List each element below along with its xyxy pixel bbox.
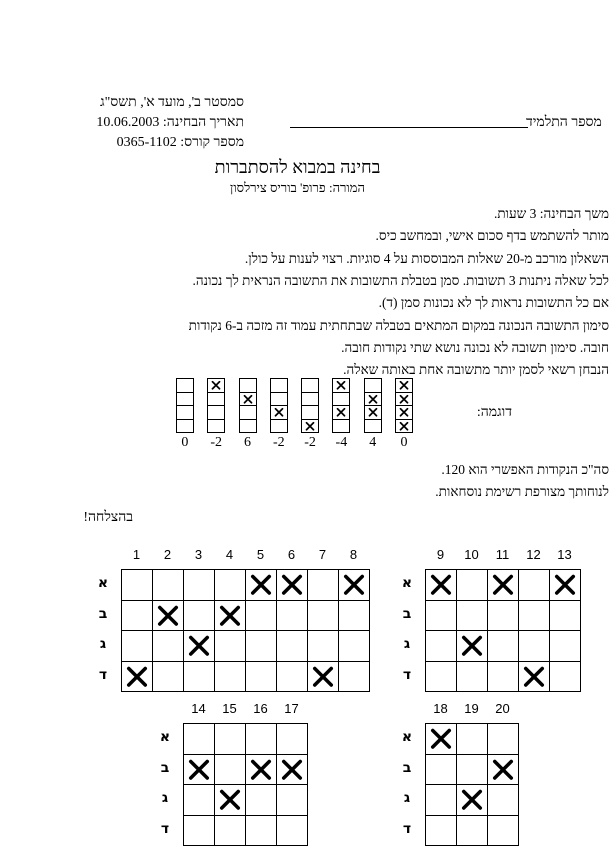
example-score: -2 [264,435,294,451]
example-cell [270,392,288,407]
x-mark-icon [426,724,456,754]
answer-cell[interactable] [487,784,519,816]
answer-cell[interactable] [183,630,215,662]
question-number: 4 [214,547,245,562]
answer-cell[interactable] [307,661,339,693]
answer-row-label: ב [397,760,417,776]
answer-cell[interactable] [276,600,308,632]
question-number: 1 [121,547,152,562]
answer-cell[interactable] [456,600,488,632]
answer-cell[interactable] [183,600,215,632]
example-cell [176,392,194,407]
answer-cell[interactable] [183,784,215,816]
example-cell [332,405,350,420]
x-mark-icon [550,570,580,600]
x-mark-icon [457,631,487,661]
answer-cell[interactable] [121,569,153,601]
answer-cell[interactable] [518,630,550,662]
answer-cell[interactable] [245,815,277,846]
example-cell [364,419,382,434]
question-number: 19 [456,701,487,716]
example-cell [239,419,257,434]
x-mark-icon [302,420,318,433]
answer-cell[interactable] [121,600,153,632]
answer-cell[interactable] [487,661,519,693]
answer-cell[interactable] [183,661,215,693]
x-mark-icon [426,570,456,600]
answer-cell[interactable] [425,754,457,786]
answer-cell[interactable] [487,754,519,786]
answer-cell[interactable] [214,723,246,755]
answer-cell[interactable] [307,630,339,662]
example-score: 0 [170,435,200,451]
answer-cell[interactable] [518,569,550,601]
example-score: -2 [295,435,325,451]
x-mark-icon [277,570,307,600]
answer-cell[interactable] [456,661,488,693]
answer-cell[interactable] [152,630,184,662]
semester-info: סמסטר ב', מועד א', תשס"ג [100,95,244,111]
answer-cell[interactable] [425,784,457,816]
x-mark-icon [122,662,152,692]
x-mark-icon [246,755,276,785]
x-mark-icon [488,755,518,785]
answer-cell[interactable] [214,569,246,601]
x-mark-icon [215,785,245,815]
instruction-line: משך הבחינה: 3 שעות. [494,206,609,222]
x-mark-icon [240,393,256,406]
question-number: 17 [276,701,307,716]
question-number: 9 [425,547,456,562]
x-mark-icon [153,601,183,631]
example-cell [395,378,413,393]
note-total-points: סה"כ הנקודות האפשרי הוא 120. [441,462,609,478]
answer-cell[interactable] [518,600,550,632]
answer-cell[interactable] [487,815,519,846]
good-luck: בהצלחה! [83,510,133,526]
example-cell [176,405,194,420]
question-number: 15 [214,701,245,716]
example-score: -2 [201,435,231,451]
answer-cell[interactable] [214,630,246,662]
answer-cell[interactable] [276,784,308,816]
teacher-name: המורה: פרופ' בוריס צירלסון [0,180,595,196]
question-number: 11 [487,547,518,562]
answer-cell[interactable] [214,754,246,786]
answer-row-label: ד [93,667,113,683]
example-score: 6 [233,435,263,451]
example-cell [395,405,413,420]
answer-cell[interactable] [276,815,308,846]
x-mark-icon [339,570,369,600]
example-cell [395,392,413,407]
example-cell [176,419,194,434]
answer-cell[interactable] [549,630,581,662]
answer-row-label: ב [397,606,417,622]
x-mark-icon [365,406,381,419]
exam-date: תאריך הבחינה: 10.06.2003 [96,115,244,131]
answer-cell[interactable] [245,754,277,786]
x-mark-icon [396,420,412,433]
x-mark-icon [365,393,381,406]
answer-cell[interactable] [121,661,153,693]
instruction-line: לכל שאלה ניתנות 3 תשובות. סמן בטבלת התשובות את התשובה הנראית לך נכונה. [192,273,609,289]
example-score: 4 [358,435,388,451]
answer-cell[interactable] [121,630,153,662]
answer-row-label: ג [155,790,175,806]
question-number: 8 [338,547,369,562]
example-cell [207,419,225,434]
example-cell [270,378,288,393]
answer-cell[interactable] [152,600,184,632]
answer-row-label: א [155,729,175,745]
answer-cell[interactable] [456,754,488,786]
course-number: מספר קורס: 0365-1102 [117,135,244,151]
x-mark-icon [396,379,412,392]
answer-cell[interactable] [152,661,184,693]
question-number: 2 [152,547,183,562]
example-cell [239,392,257,407]
answer-cell[interactable] [338,600,370,632]
x-mark-icon [519,662,549,692]
x-mark-icon [277,755,307,785]
note-formula-sheet: לנוחותך מצורפת רשימת נוסחאות. [435,484,609,500]
question-number: 7 [307,547,338,562]
x-mark-icon [457,785,487,815]
example-cell [239,378,257,393]
answer-cell[interactable] [183,754,215,786]
question-number: 13 [549,547,580,562]
student-number-label: מספר התלמיד [526,115,602,131]
example-cell [207,378,225,393]
answer-row-label: ב [155,760,175,776]
student-number-line[interactable] [290,127,528,128]
answer-cell[interactable] [245,784,277,816]
question-number: 10 [456,547,487,562]
answer-cell[interactable] [214,600,246,632]
answer-row-label: א [397,575,417,591]
answer-cell[interactable] [245,630,277,662]
x-mark-icon [396,406,412,419]
answer-cell[interactable] [487,569,519,601]
question-number: 5 [245,547,276,562]
answer-cell[interactable] [425,661,457,693]
answer-cell[interactable] [245,661,277,693]
example-cell [332,392,350,407]
answer-cell[interactable] [183,815,215,846]
x-mark-icon [184,755,214,785]
example-cell [270,419,288,434]
answer-cell[interactable] [456,723,488,755]
example-score: 0 [389,435,419,451]
answer-cell[interactable] [214,784,246,816]
answer-cell[interactable] [152,569,184,601]
instruction-line: השאלון מורכב מ-20 שאלות המבוססות על 4 סוגיות. רצוי לענות על כולן. [245,251,609,267]
x-mark-icon [184,631,214,661]
x-mark-icon [396,393,412,406]
example-cell [364,378,382,393]
answer-cell[interactable] [276,569,308,601]
instruction-line: חובה. סימון תשובה לא נכונה נושא שתי נקודות חובה. [341,340,609,356]
instruction-line: הנבחן רשאי לסמן יותר מתשובה אחת באותה שאלה. [343,362,609,378]
answer-row-label: ד [155,821,175,837]
example-cell [176,378,194,393]
example-cell [270,405,288,420]
example-cell [301,419,319,434]
exam-title: בחינה במבוא להסתברות [0,157,595,178]
x-mark-icon [271,406,287,419]
answer-cell[interactable] [214,661,246,693]
answer-cell[interactable] [487,630,519,662]
answer-row-label: א [397,729,417,745]
x-mark-icon [333,406,349,419]
example-cell [364,405,382,420]
example-cell [332,378,350,393]
x-mark-icon [246,570,276,600]
example-cell [332,419,350,434]
answer-cell[interactable] [456,815,488,846]
answer-cell[interactable] [456,569,488,601]
answer-cell[interactable] [425,569,457,601]
answer-row-label: ד [397,667,417,683]
answer-cell[interactable] [549,661,581,693]
answer-cell[interactable] [245,723,277,755]
example-cell [301,405,319,420]
instruction-line: סימון התשובה הנכונה במקום המתאים בטבלה שבתחתית עמוד זה מזכה ב-6 נקודות [189,318,609,334]
answer-cell[interactable] [425,630,457,662]
answer-cell[interactable] [425,723,457,755]
answer-cell[interactable] [276,661,308,693]
answer-cell[interactable] [425,600,457,632]
answer-row-label: א [93,575,113,591]
answer-cell[interactable] [183,569,215,601]
answer-cell[interactable] [549,569,581,601]
example-cell [301,392,319,407]
answer-cell[interactable] [307,600,339,632]
answer-cell[interactable] [183,723,215,755]
answer-row-label: ג [397,790,417,806]
answer-row-label: ב [93,606,113,622]
answer-cell[interactable] [276,723,308,755]
answer-cell[interactable] [456,630,488,662]
question-number: 6 [276,547,307,562]
instruction-line: מותר להשתמש בדף סכום אישי, ובמחשב כיס. [376,228,609,244]
question-number: 3 [183,547,214,562]
answer-cell[interactable] [214,815,246,846]
example-cell [301,378,319,393]
answer-cell[interactable] [549,600,581,632]
answer-cell[interactable] [518,661,550,693]
answer-cell[interactable] [487,723,519,755]
answer-row-label: ג [397,636,417,652]
answer-cell[interactable] [338,569,370,601]
example-cell [364,392,382,407]
answer-cell[interactable] [307,569,339,601]
question-number: 12 [518,547,549,562]
answer-cell[interactable] [245,600,277,632]
x-mark-icon [215,601,245,631]
question-number: 20 [487,701,518,716]
example-label: דוגמה: [477,405,512,421]
answer-cell[interactable] [276,754,308,786]
example-cell [239,405,257,420]
x-mark-icon [488,570,518,600]
example-cell [395,419,413,434]
x-mark-icon [308,662,338,692]
example-cell [207,392,225,407]
answer-cell[interactable] [425,815,457,846]
answer-cell[interactable] [338,630,370,662]
instruction-line: אם כל התשובות נראות לך לא נכונות סמן (ד). [379,295,609,311]
answer-cell[interactable] [338,661,370,693]
answer-row-label: ג [93,636,113,652]
question-number: 14 [183,701,214,716]
answer-cell[interactable] [276,630,308,662]
answer-cell[interactable] [456,784,488,816]
answer-cell[interactable] [487,600,519,632]
answer-cell[interactable] [245,569,277,601]
x-mark-icon [208,379,224,392]
question-number: 16 [245,701,276,716]
question-number: 18 [425,701,456,716]
answer-row-label: ד [397,821,417,837]
example-cell [207,405,225,420]
x-mark-icon [333,379,349,392]
example-score: -4 [326,435,356,451]
